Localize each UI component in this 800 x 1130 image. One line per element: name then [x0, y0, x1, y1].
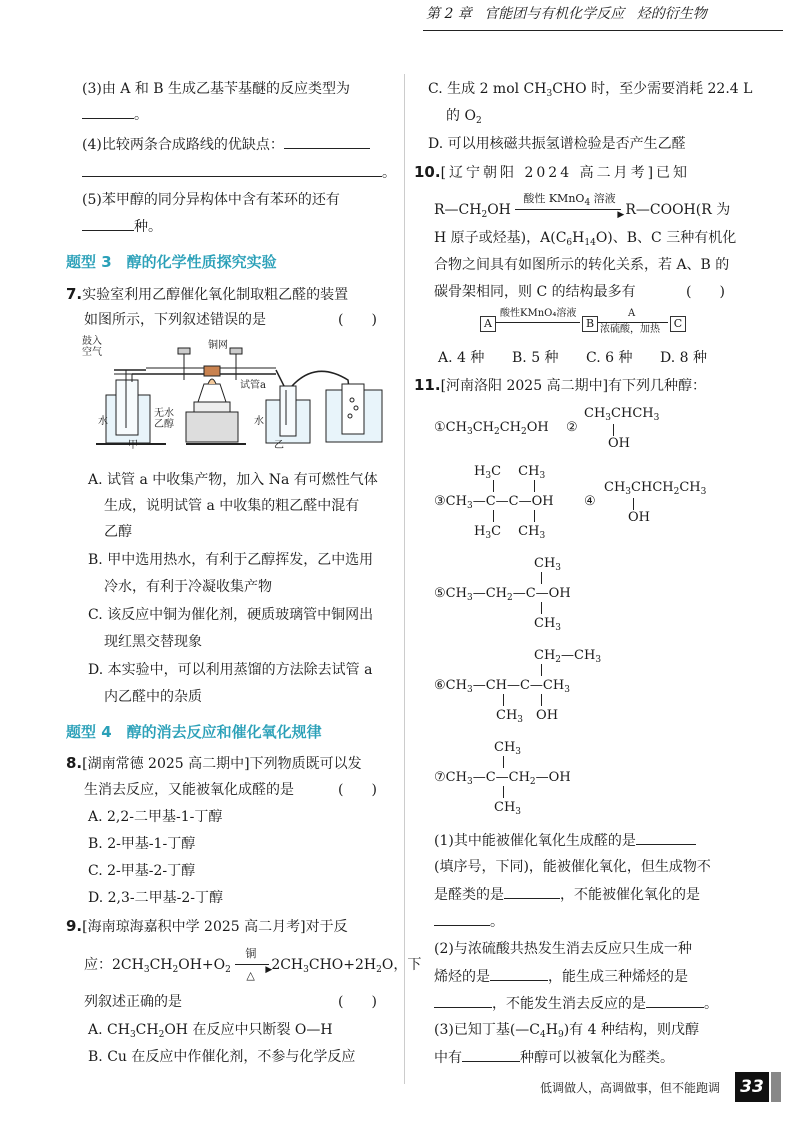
label-water-1: 水 [98, 416, 108, 427]
chapter-title: 官能团与有机化学反应 [484, 6, 625, 22]
q4-blank[interactable]: 。 [82, 162, 396, 183]
q7-option-c-2: 现红黑交替现象 [104, 634, 202, 650]
q7-option-a-2: 生成，说明试管 a 中收集的粗乙醛中混有 [104, 498, 360, 514]
q10-arrow-2-bottom: 浓硫酸，加热 [600, 324, 660, 335]
section-type3: 题型 3 醇的化学性质探究实验 [66, 253, 277, 271]
q7-option-d-1[interactable]: D. 本实验中，可以利用蒸馏的方法除去试管 a [88, 662, 373, 678]
q7-option-c-1[interactable]: C. 该反应中铜为催化剂，硬质玻璃管中铜网出 [88, 607, 374, 623]
alcohol-5-top: $CH_3$ [534, 556, 562, 573]
q10-line2: $R—CH_2OH$ 酸性 KMnO$_4$ 溶液 ▶ R—COOH(R 为 [434, 200, 730, 220]
q10-option-b[interactable]: B. 5 种 [512, 350, 559, 366]
q10-arrow-1 [496, 322, 580, 323]
alcohol-4-label: ④ [584, 494, 596, 509]
alcohol-4: $CH_3CHCH_2CH_3$ [604, 480, 707, 497]
q10-line4: 合物之间具有如图所示的转化关系，若 A、B 的 [434, 257, 730, 273]
q4-text: (4)比较两条合成路线的优缺点： [82, 134, 370, 155]
q10-line5: 碳骨架相同，则 C 的结构最多有 [434, 284, 636, 300]
alcohol-6-bond-1 [541, 664, 542, 676]
q10-box-c: C [670, 316, 686, 332]
alcohol-6-bond-2 [503, 694, 504, 706]
alcohol-4-oh: OH [628, 510, 650, 525]
q7-option-b-2: 冷水，有利于冷凝收集产物 [104, 579, 272, 595]
q10-arrow-2 [598, 322, 668, 323]
q10-paren[interactable]: ( ) [686, 284, 725, 300]
q3-text: (3)由 A 和 B 生成乙基苄基醚的反应类型为 [82, 81, 351, 97]
q10-option-c[interactable]: C. 6 种 [586, 350, 633, 366]
alcohol-6-top: $CH_2—CH_3$ [534, 648, 602, 665]
page-tab-deco [771, 1072, 781, 1102]
header-rule [423, 30, 783, 31]
q8-option-a[interactable]: A. 2,2-二甲基-1-丁醇 [88, 809, 223, 825]
label-water-2: 水 [254, 416, 264, 427]
q8-paren[interactable]: ( ) [338, 782, 377, 798]
q11-part2-c[interactable]: ，不能发生消去反应的是 。 [434, 993, 718, 1014]
label-jia: 甲 [128, 440, 138, 451]
q7-option-a-3: 乙醇 [104, 524, 132, 540]
q5-blank[interactable]: 种。 [82, 216, 162, 237]
alcohol-6-bottom: $CH_3$ OH [496, 708, 559, 725]
alcohol-3-bond-1 [493, 480, 494, 492]
q10-reagent: 酸性 KMnO$_4$ 溶液 [523, 192, 616, 208]
q9-equation: 应：$2CH_3CH_2OH+O_2$ 铜 ▶ △ $2CH_3CHO+2H_2O$，下 [84, 955, 421, 975]
alcohol-3: $③CH_3—C—C—OH$ [434, 494, 554, 511]
q11-part3-a: (3)已知丁基$(—C_4H_9)$有 4 种结构，则戊醇 [434, 1022, 699, 1040]
alcohol-3-bond-3 [493, 510, 494, 522]
alcohol-7-top: $CH_3$ [494, 740, 522, 757]
footer-motto: 低调做人，高调做事，但不能跑调 [540, 1081, 721, 1095]
q11-line1: 11.[河南洛阳 2025 高二期中]有下列几种醇： [414, 376, 707, 394]
chapter-label: 第 2 章 [426, 6, 472, 22]
q7-option-a-1[interactable]: A. 试管 a 中收集产物，加入 Na 有可燃性气体 [88, 472, 378, 488]
q7-line2: 如图所示，下列叙述错误的是 [84, 312, 266, 328]
q8-line1: 8.[湖南常德 2025 高二期中]下列物质既可以发 [66, 754, 362, 772]
q10-line1: 10.[辽宁朝阳 2024 高二月考]已知 [414, 163, 691, 181]
alcohol-2-oh: OH [608, 436, 630, 451]
alcohol-7-bond-1 [503, 756, 504, 768]
q11-part1-b: (填序号，下同)，能被催化氧化，但生成物不 [434, 859, 711, 875]
q7-paren[interactable]: ( ) [338, 312, 377, 328]
alcohol-3-bottom: $H_3C$ $CH_3$ [474, 524, 546, 541]
q9-condition-top: 铜 [245, 947, 257, 960]
q10-option-d[interactable]: D. 8 种 [660, 350, 707, 366]
apparatus-figure [86, 340, 386, 452]
q9-option-c-2: 的 $O_2$ [446, 108, 482, 126]
alcohol-3-top: $H_3C$ $CH_3$ [474, 464, 546, 481]
q11-part2-b: 烯烃的是 ，能生成三种烯烃的是 [434, 966, 688, 987]
alcohol-7-bottom: $CH_3$ [494, 800, 522, 817]
label-tube-a: 试管a [240, 380, 266, 391]
q11-part3-b[interactable]: 中有 种醇可以被氧化为醛类。 [434, 1047, 674, 1068]
q9-paren[interactable]: ( ) [338, 994, 377, 1010]
q10-line3: H 原子或烃基)，$A(C_6H_{14}O)$、B、C 三种有机化 [434, 230, 737, 248]
label-copper: 铜网 [208, 340, 228, 351]
q9-option-b[interactable]: B. Cu 在反应中作催化剂，不参与化学反应 [88, 1049, 356, 1065]
alcohol-7-bond-2 [503, 786, 504, 798]
section-type4: 题型 4 醇的消去反应和催化氧化规律 [66, 723, 322, 741]
q7-option-d-2: 内乙醛中的杂质 [104, 689, 202, 705]
q8-option-c[interactable]: C. 2-甲基-2-丁醇 [88, 863, 196, 879]
alcohol-5-bottom: $CH_3$ [534, 616, 562, 633]
q10-arrow-1-label: 酸性KMnO₄溶液 [500, 308, 577, 319]
q5-text: (5)苯甲醇的同分异构体中含有苯环的还有 [82, 192, 340, 208]
label-yi: 乙 [274, 440, 284, 451]
chapter-subtitle: 烃的衍生物 [636, 6, 707, 22]
alcohol-6: $⑥CH_3—CH—C—CH_3$ [434, 678, 570, 695]
q10-box-a: A [480, 316, 496, 332]
q11-part1-d[interactable]: 。 [434, 911, 504, 932]
q11-part2-a: (2)与浓硫酸共热发生消去反应只生成一种 [434, 941, 692, 957]
q9-option-c-1[interactable]: C. 生成 2 mol $CH_3CHO$ 时，至少需要消耗 22.4 L [428, 81, 753, 99]
q10-box-b: B [582, 316, 598, 332]
q9-condition-bot: △ [246, 969, 255, 982]
alcohol-7: $⑦CH_3—C—CH_2—OH$ [434, 770, 571, 787]
page-number: 33 [735, 1072, 769, 1102]
q8-option-b[interactable]: B. 2-甲基-1-丁醇 [88, 836, 196, 852]
q7-option-b-1[interactable]: B. 甲中选用热水，有利于乙醇挥发，乙中选用 [88, 552, 374, 568]
label-air: 鼓入 空气 [82, 336, 102, 358]
q9-line1: 9.[海南琼海嘉积中学 2025 高二月考]对于反 [66, 917, 348, 935]
q8-option-d[interactable]: D. 2,3-二甲基-2-丁醇 [88, 890, 223, 906]
alcohol-6-bond-3 [541, 694, 542, 706]
q3-blank[interactable]: 。 [82, 104, 148, 125]
q7-line1: 7.实验室利用乙醇催化氧化制取粗乙醛的装置 [66, 285, 349, 303]
column-divider [404, 74, 405, 1084]
q9-option-a[interactable]: A. $CH_3CH_2OH$ 在反应中只断裂 O—H [88, 1022, 333, 1040]
alcohol-2: $CH_3CHCH_3$ [584, 406, 660, 423]
alcohol-5-bond-1 [541, 572, 542, 584]
q10-arrow-2-top: A [628, 308, 636, 319]
alcohol-1: $①CH_3CH_2CH_2OH$ [434, 420, 549, 437]
q9-option-d[interactable]: D. 可以用核磁共振氢谱检验是否产生乙醛 [428, 136, 686, 152]
alcohol-2-label: ② [566, 420, 578, 435]
alcohol-5: $⑤CH_3—CH_2—C—OH$ [434, 586, 571, 603]
label-ethanol: 无水 乙醇 [154, 408, 174, 430]
q9-line3: 列叙述正确的是 [84, 994, 182, 1010]
q11-part1-c: 是醛类的是 ，不能被催化氧化的是 [434, 884, 700, 905]
q8-line2: 生消去反应，又能被氧化成醛的是 [84, 782, 294, 798]
q11-part1-a: (1)其中能被催化氧化生成醛的是 [434, 830, 696, 851]
alcohol-3-bond-4 [534, 510, 535, 522]
alcohol-5-bond-2 [541, 602, 542, 614]
q10-option-a[interactable]: A. 4 种 [438, 350, 485, 366]
alcohol-3-bond-2 [534, 480, 535, 492]
